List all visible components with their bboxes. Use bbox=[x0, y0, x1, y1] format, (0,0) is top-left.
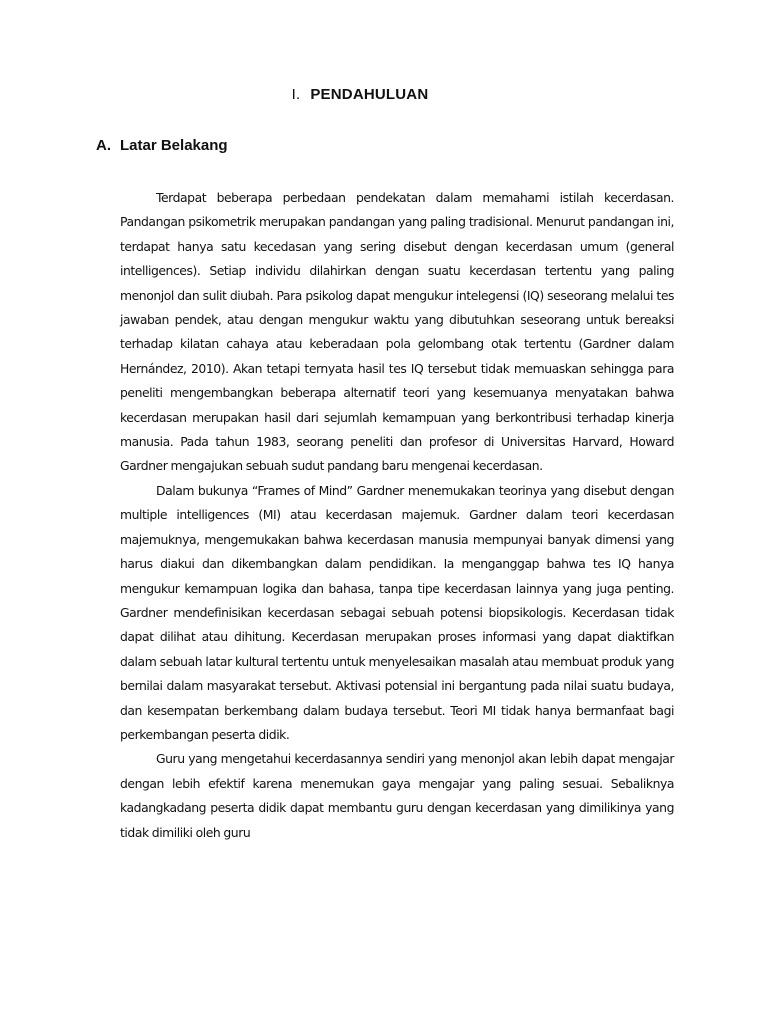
body-text bbox=[120, 186, 674, 845]
chapter-heading bbox=[0, 86, 720, 103]
section-heading bbox=[96, 137, 228, 154]
paragraph-2: Dalam bukunya “Frames of Mind” Gardner menemukakan teorinya yang disebut dengan multiple intelligences (MI) atau kecerdasan majemuk. Gardner dalam teori kecerdasan majemuknya, mengemukakan bahwa kecerdasan manusia mempunyai banyak dimensi yang harus diakui dan dikembangkan dalam pendidikan. Ia menganggap bahwa tes IQ hanya mengukur kemampuan logika dan bahasa, tanpa tipe kecerdasan lainnya yang juga penting. Gardner mendefinisikan kecerdasan sebagai sebuah potensi biopsikologis. Kecerdasan tidak dapat dilihat atau dihitung. Kecerdasan merupakan proses informasi yang dapat diaktifkan dalam sebuah latar kultural tertentu untuk menyelesaikan masalah atau membuat produk yang bernilai dalam masyarakat tersebut. Aktivasi potensial ini bergantung pada nilai suatu budaya, dan kesempatan berkembang dalam budaya tersebut. Teori MI tidak hanya bermanfaat bagi perkembangan peserta didik. bbox=[120, 482, 674, 742]
chapter-title: PENDAHULUAN bbox=[310, 86, 429, 103]
section-letter: A. bbox=[96, 137, 111, 154]
section-title: Latar Belakang bbox=[120, 137, 228, 154]
chapter-number: I. bbox=[291, 86, 301, 103]
paragraph-3: Guru yang mengetahui kecerdasannya sendiri yang menonjol akan lebih dapat mengajar dengan lebih efektif karena menemukan gaya mengajar yang paling sesuai. Sebaliknya kadangkadang peserta didik dapat membantu guru dengan kecerdasan yang dimilikinya yang tidak dimiliki oleh guru bbox=[120, 751, 674, 840]
paragraph-1: Terdapat beberapa perbedaan pendekatan dalam memahami istilah kecerdasan. Pandangan psikometrik merupakan pandangan yang paling tradisional. Menurut pandangan ini, terdapat hanya satu kecedasan yang sering disebut dengan kecerdasan umum (general intelligences). Setiap individu dilahirkan dengan suatu kecerdasan tertentu yang paling menonjol dan sulit diubah. Para psikolog dapat mengukur intelegensi (IQ) seseorang melalui tes jawaban pendek, atau dengan mengukur waktu yang dibutuhkan seseorang untuk bereaksi terhadap kilatan cahaya atau keberadaan pola gelombang otak tertentu (Gardner dalam Hernández, 2010). Akan tetapi ternyata hasil tes IQ tersebut tidak memuaskan sehingga para peneliti mengembangkan beberapa alternatif teori yang kesemuanya menyatakan bahwa kecerdasan merupakan hasil dari sejumlah kemampuan yang berkontribusi terhadap kinerja manusia. Pada tahun 1983, seorang peneliti dan profesor di Universitas Harvard, Howard Gardner mengajukan sebuah sudut pandang baru mengenai kecerdasan. bbox=[120, 190, 674, 474]
